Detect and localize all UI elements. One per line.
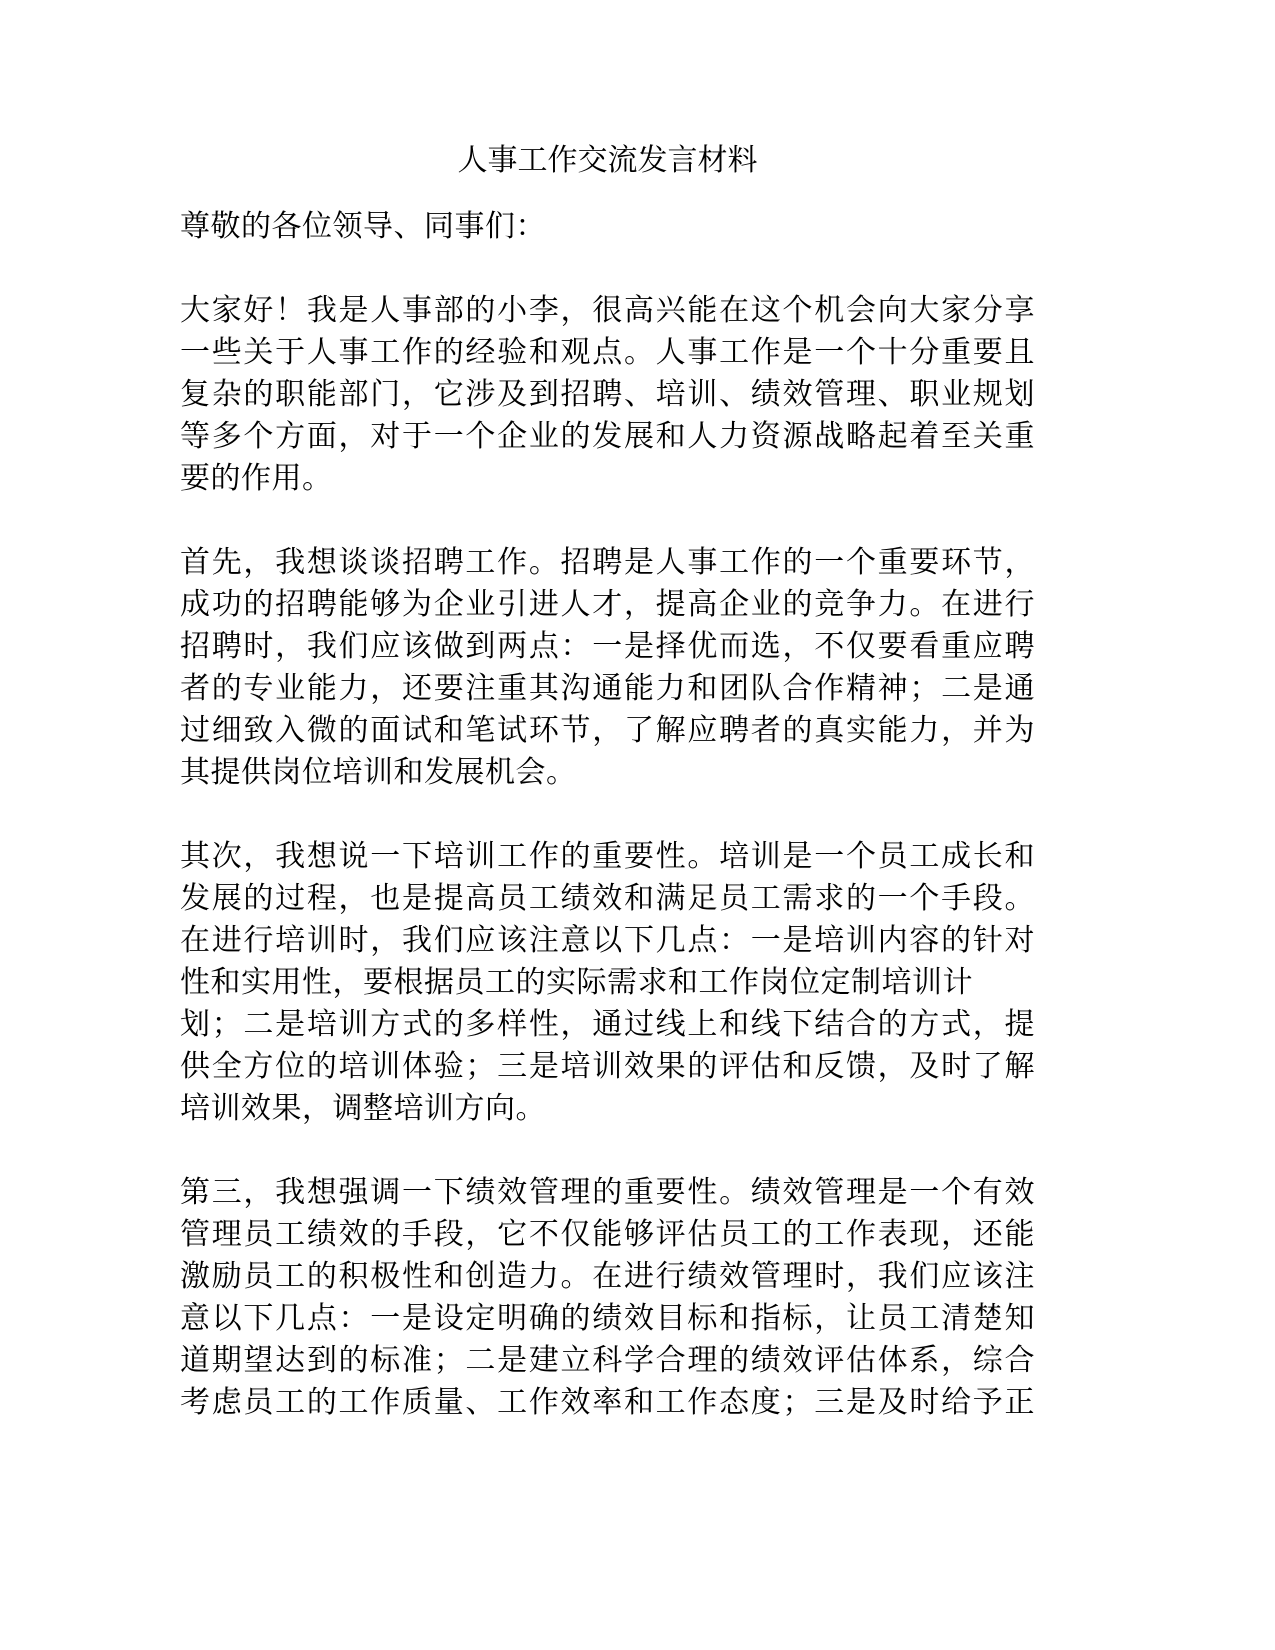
greeting	[180, 206, 1035, 248]
text-line: 培训效果，调整培训方向。	[180, 1091, 546, 1126]
text-line: 发展的过程，也是提高员工绩效和满足员工需求的一个手段。	[180, 881, 1035, 916]
text-line: 性和实用性，要根据员工的实际需求和工作岗位定制培训计	[180, 965, 973, 1000]
text-line: 复杂的职能部门，它涉及到招聘、培训、绩效管理、职业规划	[180, 377, 1035, 412]
text-line: 者的专业能力，还要注重其沟通能力和团队合作精神；二是通	[180, 671, 1035, 706]
paragraph-recruitment	[180, 542, 1035, 794]
text-line: 大家好！我是人事部的小李，很高兴能在这个机会向大家分享	[180, 293, 1035, 328]
text-line: 首先，我想谈谈招聘工作。招聘是人事工作的一个重要环节，	[180, 545, 1035, 580]
text-line: 其提供岗位培训和发展机会。	[180, 755, 577, 790]
text-line: 供全方位的培训体验；三是培训效果的评估和反馈，及时了解	[180, 1049, 1035, 1084]
paragraph-intro	[180, 290, 1035, 500]
text-line: 一些关于人事工作的经验和观点。人事工作是一个十分重要且	[180, 335, 1035, 370]
text-line: 招聘时，我们应该做到两点：一是择优而选，不仅要看重应聘	[180, 629, 1035, 664]
paragraph-gap	[180, 1130, 1035, 1172]
text-line: 要的作用。	[180, 461, 333, 496]
text-line: 激励员工的积极性和创造力。在进行绩效管理时，我们应该注	[180, 1259, 1035, 1294]
text-line: 考虑员工的工作质量、工作效率和工作态度；三是及时给予正	[180, 1385, 1035, 1420]
text-line: 道期望达到的标准；二是建立科学合理的绩效评估体系，综合	[180, 1343, 1035, 1378]
paragraph-gap	[180, 248, 1035, 290]
greeting-text: 尊敬的各位领导、同事们：	[180, 209, 546, 244]
paragraph-performance	[180, 1172, 1035, 1424]
document-title: 人事工作交流发言材料	[457, 143, 758, 178]
text-line: 意以下几点：一是设定明确的绩效目标和指标，让员工清楚知	[180, 1301, 1035, 1336]
paragraph-training	[180, 836, 1035, 1130]
text-line: 第三，我想强调一下绩效管理的重要性。绩效管理是一个有效	[180, 1175, 1035, 1210]
text-line: 过细致入微的面试和笔试环节，了解应聘者的真实能力，并为	[180, 713, 1035, 748]
text-line: 在进行培训时，我们应该注意以下几点：一是培训内容的针对	[180, 923, 1035, 958]
text-line: 成功的招聘能够为企业引进人才，提高企业的竞争力。在进行	[180, 587, 1035, 622]
document-page	[180, 140, 1035, 1424]
text-line: 其次，我想说一下培训工作的重要性。培训是一个员工成长和	[180, 839, 1035, 874]
text-line: 等多个方面，对于一个企业的发展和人力资源战略起着至关重	[180, 419, 1035, 454]
paragraph-gap	[180, 500, 1035, 542]
text-line: 管理员工绩效的手段，它不仅能够评估员工的工作表现，还能	[180, 1217, 1035, 1252]
paragraph-gap	[180, 794, 1035, 836]
text-line: 划；二是培训方式的多样性，通过线上和线下结合的方式，提	[180, 1007, 1035, 1042]
